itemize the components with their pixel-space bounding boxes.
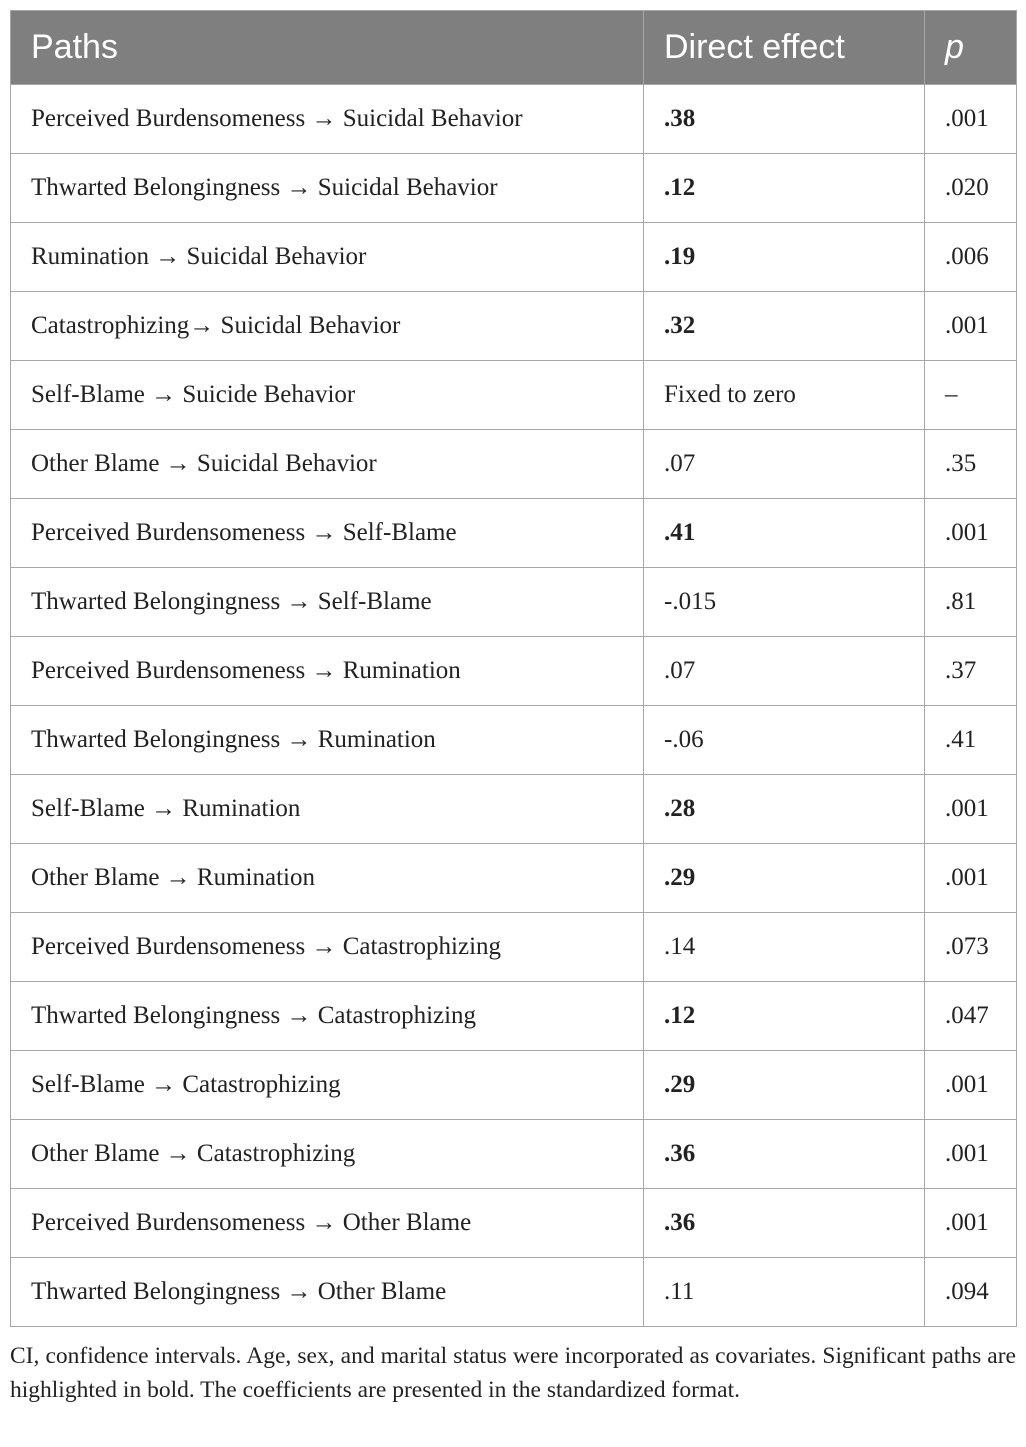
table-row [11,1258,1017,1327]
path-cell: Catastrophizing→ Suicidal Behavior [11,292,644,361]
table-row [11,1051,1017,1120]
direct-effect-cell: .07 [644,430,925,499]
path-cell: Perceived Burdensomeness → Catastrophizing [11,913,644,982]
path-cell: Thwarted Belongingness → Rumination [11,706,644,775]
table-row [11,706,1017,775]
direct-effect-cell: .19 [644,223,925,292]
p-value-cell: .020 [925,154,1017,223]
p-value-cell: – [925,361,1017,430]
direct-effect-cell: .12 [644,982,925,1051]
table-row [11,637,1017,706]
path-cell: Thwarted Belongingness → Suicidal Behavior [11,154,644,223]
direct-effect-cell: .38 [644,85,925,154]
direct-effect-cell: .28 [644,775,925,844]
table-header-row [11,11,1017,85]
direct-effect-cell: Fixed to zero [644,361,925,430]
p-value-cell: .41 [925,706,1017,775]
table-row [11,982,1017,1051]
table-row [11,85,1017,154]
table-row [11,775,1017,844]
table-body [11,85,1017,1327]
p-value-cell: .001 [925,1189,1017,1258]
p-value-cell: .047 [925,982,1017,1051]
p-value-cell: .001 [925,292,1017,361]
header-direct-effect: Direct effect [644,11,925,85]
p-value-cell: .001 [925,1120,1017,1189]
direct-effect-cell: .29 [644,1051,925,1120]
direct-effects-table [10,10,1017,1327]
table-row [11,913,1017,982]
p-value-cell: .094 [925,1258,1017,1327]
p-value-cell: .81 [925,568,1017,637]
p-value-cell: .073 [925,913,1017,982]
table-footnote: CI, confidence intervals. Age, sex, and marital status were incorporated as covariates. Significant paths are highlighted in bold. The coefficients are presented in the standardized format. [10,1343,1016,1403]
p-value-cell: .001 [925,85,1017,154]
p-value-cell: .001 [925,499,1017,568]
table-row [11,361,1017,430]
path-cell: Other Blame → Suicidal Behavior [11,430,644,499]
table-row [11,430,1017,499]
direct-effect-cell: -.015 [644,568,925,637]
p-value-cell: .006 [925,223,1017,292]
direct-effect-cell: .36 [644,1189,925,1258]
direct-effect-cell: .32 [644,292,925,361]
p-value-cell: .001 [925,844,1017,913]
table-row [11,154,1017,223]
direct-effect-cell: .36 [644,1120,925,1189]
table-row [11,1120,1017,1189]
header-p: p [925,11,1017,85]
path-cell: Self-Blame → Rumination [11,775,644,844]
direct-effect-cell: .14 [644,913,925,982]
path-cell: Perceived Burdensomeness → Other Blame [11,1189,644,1258]
direct-effect-cell: .29 [644,844,925,913]
path-cell: Self-Blame → Suicide Behavior [11,361,644,430]
path-cell: Perceived Burdensomeness → Self-Blame [11,499,644,568]
header-paths: Paths [11,11,644,85]
table-row [11,292,1017,361]
direct-effect-cell: .11 [644,1258,925,1327]
path-cell: Self-Blame → Catastrophizing [11,1051,644,1120]
p-value-cell: .35 [925,430,1017,499]
path-cell: Perceived Burdensomeness → Rumination [11,637,644,706]
table-row [11,844,1017,913]
direct-effect-cell: .07 [644,637,925,706]
direct-effect-cell: -.06 [644,706,925,775]
results-table-container [10,10,1016,1327]
table-row [11,568,1017,637]
path-cell: Rumination → Suicidal Behavior [11,223,644,292]
table-row [11,499,1017,568]
path-cell: Other Blame → Rumination [11,844,644,913]
table-row [11,223,1017,292]
direct-effect-cell: .12 [644,154,925,223]
p-value-cell: .001 [925,1051,1017,1120]
path-cell: Thwarted Belongingness → Catastrophizing [11,982,644,1051]
p-value-cell: .001 [925,775,1017,844]
path-cell: Thwarted Belongingness → Other Blame [11,1258,644,1327]
p-value-cell: .37 [925,637,1017,706]
path-cell: Perceived Burdensomeness → Suicidal Behavior [11,85,644,154]
direct-effect-cell: .41 [644,499,925,568]
path-cell: Other Blame → Catastrophizing [11,1120,644,1189]
path-cell: Thwarted Belongingness → Self-Blame [11,568,644,637]
table-row [11,1189,1017,1258]
